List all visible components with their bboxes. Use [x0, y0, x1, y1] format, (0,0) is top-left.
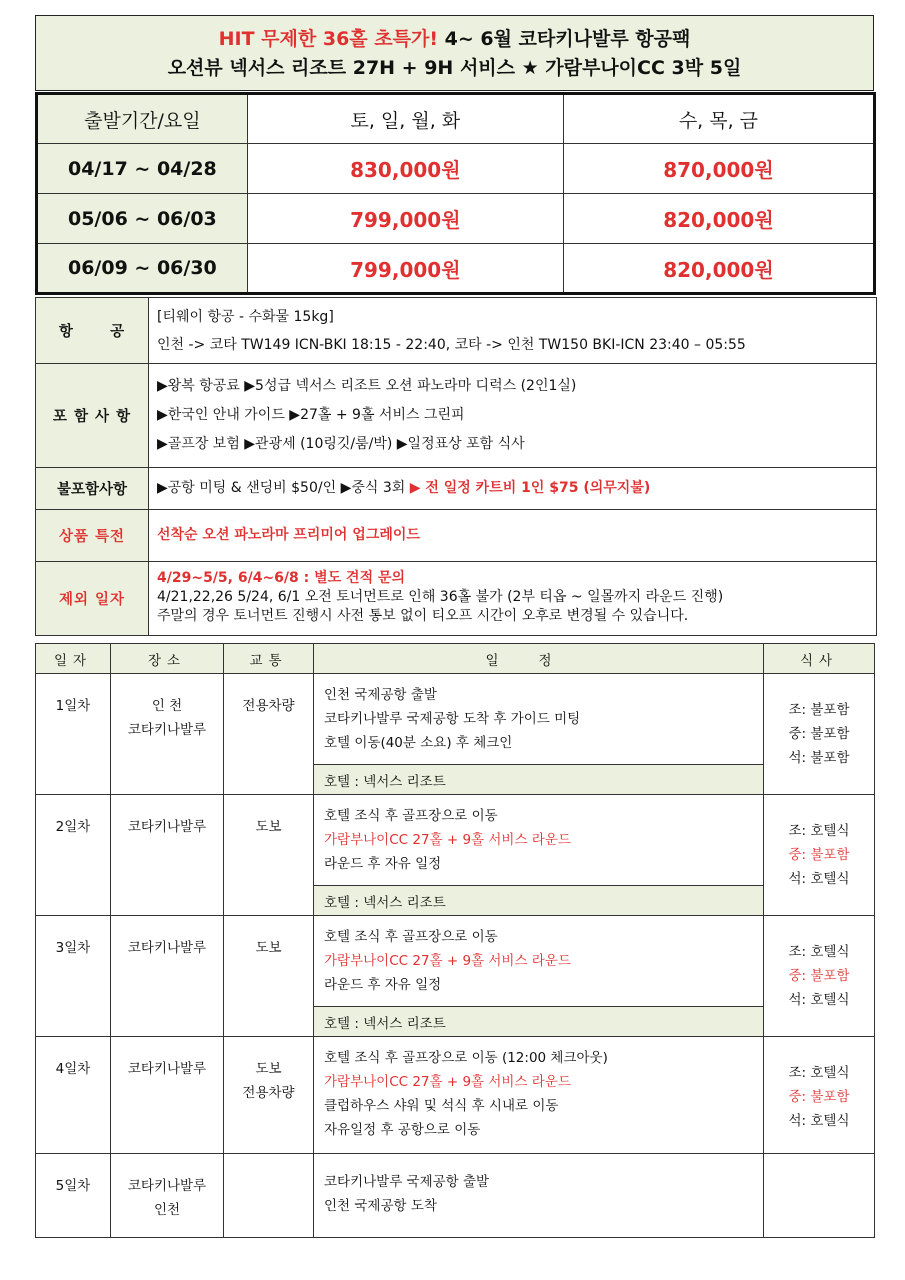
meal-line: 중: 불포함	[788, 726, 850, 742]
day-place	[111, 795, 224, 916]
day-hotel: 호텔 : 넥서스 리조트	[314, 765, 764, 795]
schedule-day-row	[36, 916, 875, 1007]
day-label: 2일차	[36, 795, 111, 916]
exclude-cart-fee: ▶ 전 일정 카트비 1인 $75 (의무지불)	[409, 480, 651, 496]
price-value: 820,000원	[563, 194, 874, 244]
day-transport	[224, 795, 314, 916]
price-period: 05/06 ~ 06/03	[37, 194, 248, 244]
day-label: 3일차	[36, 916, 111, 1037]
day-hotel: 호텔 : 넥서스 리조트	[314, 1007, 764, 1037]
day-itinerary	[314, 795, 764, 886]
excluded-dates-content	[149, 562, 877, 636]
day-meals	[764, 795, 875, 916]
price-row	[37, 144, 875, 194]
schedule-header-itinerary: 일정	[314, 644, 764, 674]
itinerary-line: 라운드 후 자유 일정	[324, 856, 442, 872]
transport-line: 도보	[255, 940, 282, 956]
flight-airline: [티웨이 항공 - 수화물 15kg]	[157, 308, 334, 325]
price-header-period: 출발기간/요일	[37, 94, 248, 144]
itinerary-line: 인천 국제공항 도착	[324, 1198, 437, 1214]
price-value: 820,000원	[563, 244, 874, 294]
place-line: 인천	[153, 1202, 181, 1218]
day-meals	[764, 1154, 875, 1238]
price-header-row	[37, 94, 875, 144]
itinerary-line: 코타키나발루 국제공항 출발	[324, 1174, 490, 1190]
schedule-header-row	[36, 644, 875, 674]
itinerary-line-golf: 가람부나이CC 27홀 + 9홀 서비스 라운드	[324, 1074, 571, 1090]
excluded-dates-label: 제외 일자	[36, 562, 149, 636]
meal-line: 석: 호텔식	[788, 992, 850, 1008]
place-line: 코타키나발루	[127, 722, 207, 738]
day-itinerary	[314, 1037, 764, 1154]
day-label: 4일차	[36, 1037, 111, 1154]
itinerary-line-golf: 가람부나이CC 27홀 + 9홀 서비스 라운드	[324, 953, 571, 969]
itinerary-line: 인천 국제공항 출발	[324, 687, 437, 703]
itinerary-line: 클럽하우스 샤워 및 석식 후 시내로 이동	[324, 1098, 559, 1114]
transport-line: 전용차량	[242, 1085, 295, 1101]
day-place	[111, 1037, 224, 1154]
itinerary-line-golf: 가람부나이CC 27홀 + 9홀 서비스 라운드	[324, 832, 571, 848]
title-banner	[35, 15, 874, 91]
schedule-day-row	[36, 1037, 875, 1154]
meal-line: 조: 호텔식	[788, 1065, 850, 1081]
price-value: 830,000원	[247, 144, 563, 194]
include-label: 포 함 사 항	[36, 364, 149, 468]
schedule-day-row	[36, 674, 875, 765]
day-transport	[224, 674, 314, 795]
schedule-header-day: 일자	[36, 644, 111, 674]
title-rest: 4~ 6월 코타키나발루 항공팩	[444, 28, 691, 50]
excluded-dates-note: 4/21,22,26 5/24, 6/1 오전 토너먼트로 인해 36홀 불가 (2부 티옵 ~ 일몰까지 라운드 진행)	[157, 589, 724, 605]
price-value: 799,000원	[247, 194, 563, 244]
itinerary-line: 호텔 조식 후 골프장으로 이동	[324, 929, 498, 945]
day-transport	[224, 916, 314, 1037]
excluded-dates-red: 4/29~5/5, 6/4~6/8 : 별도 견적 문의	[157, 570, 406, 586]
schedule-header-place: 장소	[111, 644, 224, 674]
schedule-day-row	[36, 795, 875, 886]
place-line: 인 천	[151, 698, 183, 714]
place-line: 코타키나발루	[127, 940, 207, 956]
schedule-day-row	[36, 1154, 875, 1238]
price-period: 04/17 ~ 04/28	[37, 144, 248, 194]
exclude-label: 불포함사항	[36, 468, 149, 510]
meal-line: 석: 불포함	[788, 750, 850, 766]
day-place	[111, 674, 224, 795]
day-place	[111, 916, 224, 1037]
excluded-dates-row	[36, 562, 877, 636]
flight-label: 항 공	[36, 298, 149, 364]
day-label: 5일차	[36, 1154, 111, 1238]
schedule-header-meals: 식사	[764, 644, 875, 674]
itinerary-line: 호텔 이동(40분 소요) 후 체크인	[324, 735, 513, 751]
meal-line: 조: 호텔식	[788, 944, 850, 960]
day-itinerary	[314, 916, 764, 1007]
price-table	[35, 92, 876, 295]
itinerary-line: 호텔 조식 후 골프장으로 이동 (12:00 체크아웃)	[324, 1050, 608, 1066]
schedule-table	[35, 643, 875, 1238]
include-line: ▶왕복 항공료 ▶5성급 넥서스 리조트 오션 파노라마 디럭스 (2인1실)	[157, 378, 577, 394]
day-meals	[764, 1037, 875, 1154]
price-row	[37, 244, 875, 294]
exclude-content	[149, 468, 877, 510]
benefit-row	[36, 510, 877, 562]
exclude-row	[36, 468, 877, 510]
benefit-label: 상품 특전	[36, 510, 149, 562]
exclude-text: ▶공항 미팅 & 샌딩비 $50/인 ▶중식 3회	[157, 480, 406, 496]
title-line-2: 오션뷰 넥서스 리조트 27H + 9H 서비스 ★ 가람부나이CC 3박 5일	[167, 57, 742, 79]
price-value: 799,000원	[247, 244, 563, 294]
transport-line: 도보	[255, 819, 282, 835]
title-highlight: HIT 무제한 36홀 초특가!	[218, 28, 438, 50]
flight-row	[36, 298, 877, 364]
itinerary-line: 라운드 후 자유 일정	[324, 977, 442, 993]
place-line: 코타키나발루	[127, 1178, 207, 1194]
meal-line: 조: 불포함	[788, 702, 850, 718]
meal-line: 석: 호텔식	[788, 1113, 850, 1129]
day-itinerary	[314, 674, 764, 765]
transport-line: 전용차량	[242, 698, 295, 714]
price-period: 06/09 ~ 06/30	[37, 244, 248, 294]
price-row	[37, 194, 875, 244]
schedule-header-transport: 교통	[224, 644, 314, 674]
include-line: ▶골프장 보험 ▶관광세 (10링깃/룸/박) ▶일정표상 포함 식사	[157, 436, 525, 452]
meal-line: 석: 호텔식	[788, 871, 850, 887]
include-row	[36, 364, 877, 468]
flight-schedule: 인천 -> 코타 TW149 ICN-BKI 18:15 - 22:40, 코타 -> 인천 TW150 BKI-ICN 23:40 – 05:55	[157, 336, 746, 353]
day-transport	[224, 1037, 314, 1154]
benefit-content	[149, 510, 877, 562]
day-transport	[224, 1154, 314, 1238]
include-line: ▶한국인 안내 가이드 ▶27홀 + 9홀 서비스 그린피	[157, 407, 465, 423]
price-value: 870,000원	[563, 144, 874, 194]
transport-line: 도보	[255, 1061, 282, 1077]
excluded-dates-weekend-note: 주말의 경우 토너먼트 진행시 사전 통보 없이 티오프 시간이 오후로 변경될 수 있습니다.	[157, 608, 689, 624]
meal-line: 조: 호텔식	[788, 823, 850, 839]
itinerary-line: 호텔 조식 후 골프장으로 이동	[324, 808, 498, 824]
day-label: 1일차	[36, 674, 111, 795]
place-line: 코타키나발루	[127, 819, 207, 835]
price-header-weekend: 토, 일, 월, 화	[247, 94, 563, 144]
day-place	[111, 1154, 224, 1238]
price-header-weekday: 수, 목, 금	[563, 94, 874, 144]
itinerary-line: 자유일정 후 공항으로 이동	[324, 1122, 481, 1138]
itinerary-line: 코타키나발루 국제공항 도착 후 가이드 미팅	[324, 711, 581, 727]
title-line-1	[36, 25, 873, 54]
flight-content	[149, 298, 877, 364]
include-content	[149, 364, 877, 468]
day-meals	[764, 916, 875, 1037]
day-meals	[764, 674, 875, 795]
info-table	[35, 297, 877, 636]
meal-line-excluded: 중: 불포함	[788, 968, 850, 984]
place-line: 코타키나발루	[127, 1061, 207, 1077]
meal-line-excluded: 중: 불포함	[788, 1089, 850, 1105]
benefit-text: 선착순 오션 파노라마 프리미어 업그레이드	[157, 527, 420, 543]
meal-line-excluded: 중: 불포함	[788, 847, 850, 863]
day-hotel: 호텔 : 넥서스 리조트	[314, 886, 764, 916]
day-itinerary	[314, 1154, 764, 1238]
